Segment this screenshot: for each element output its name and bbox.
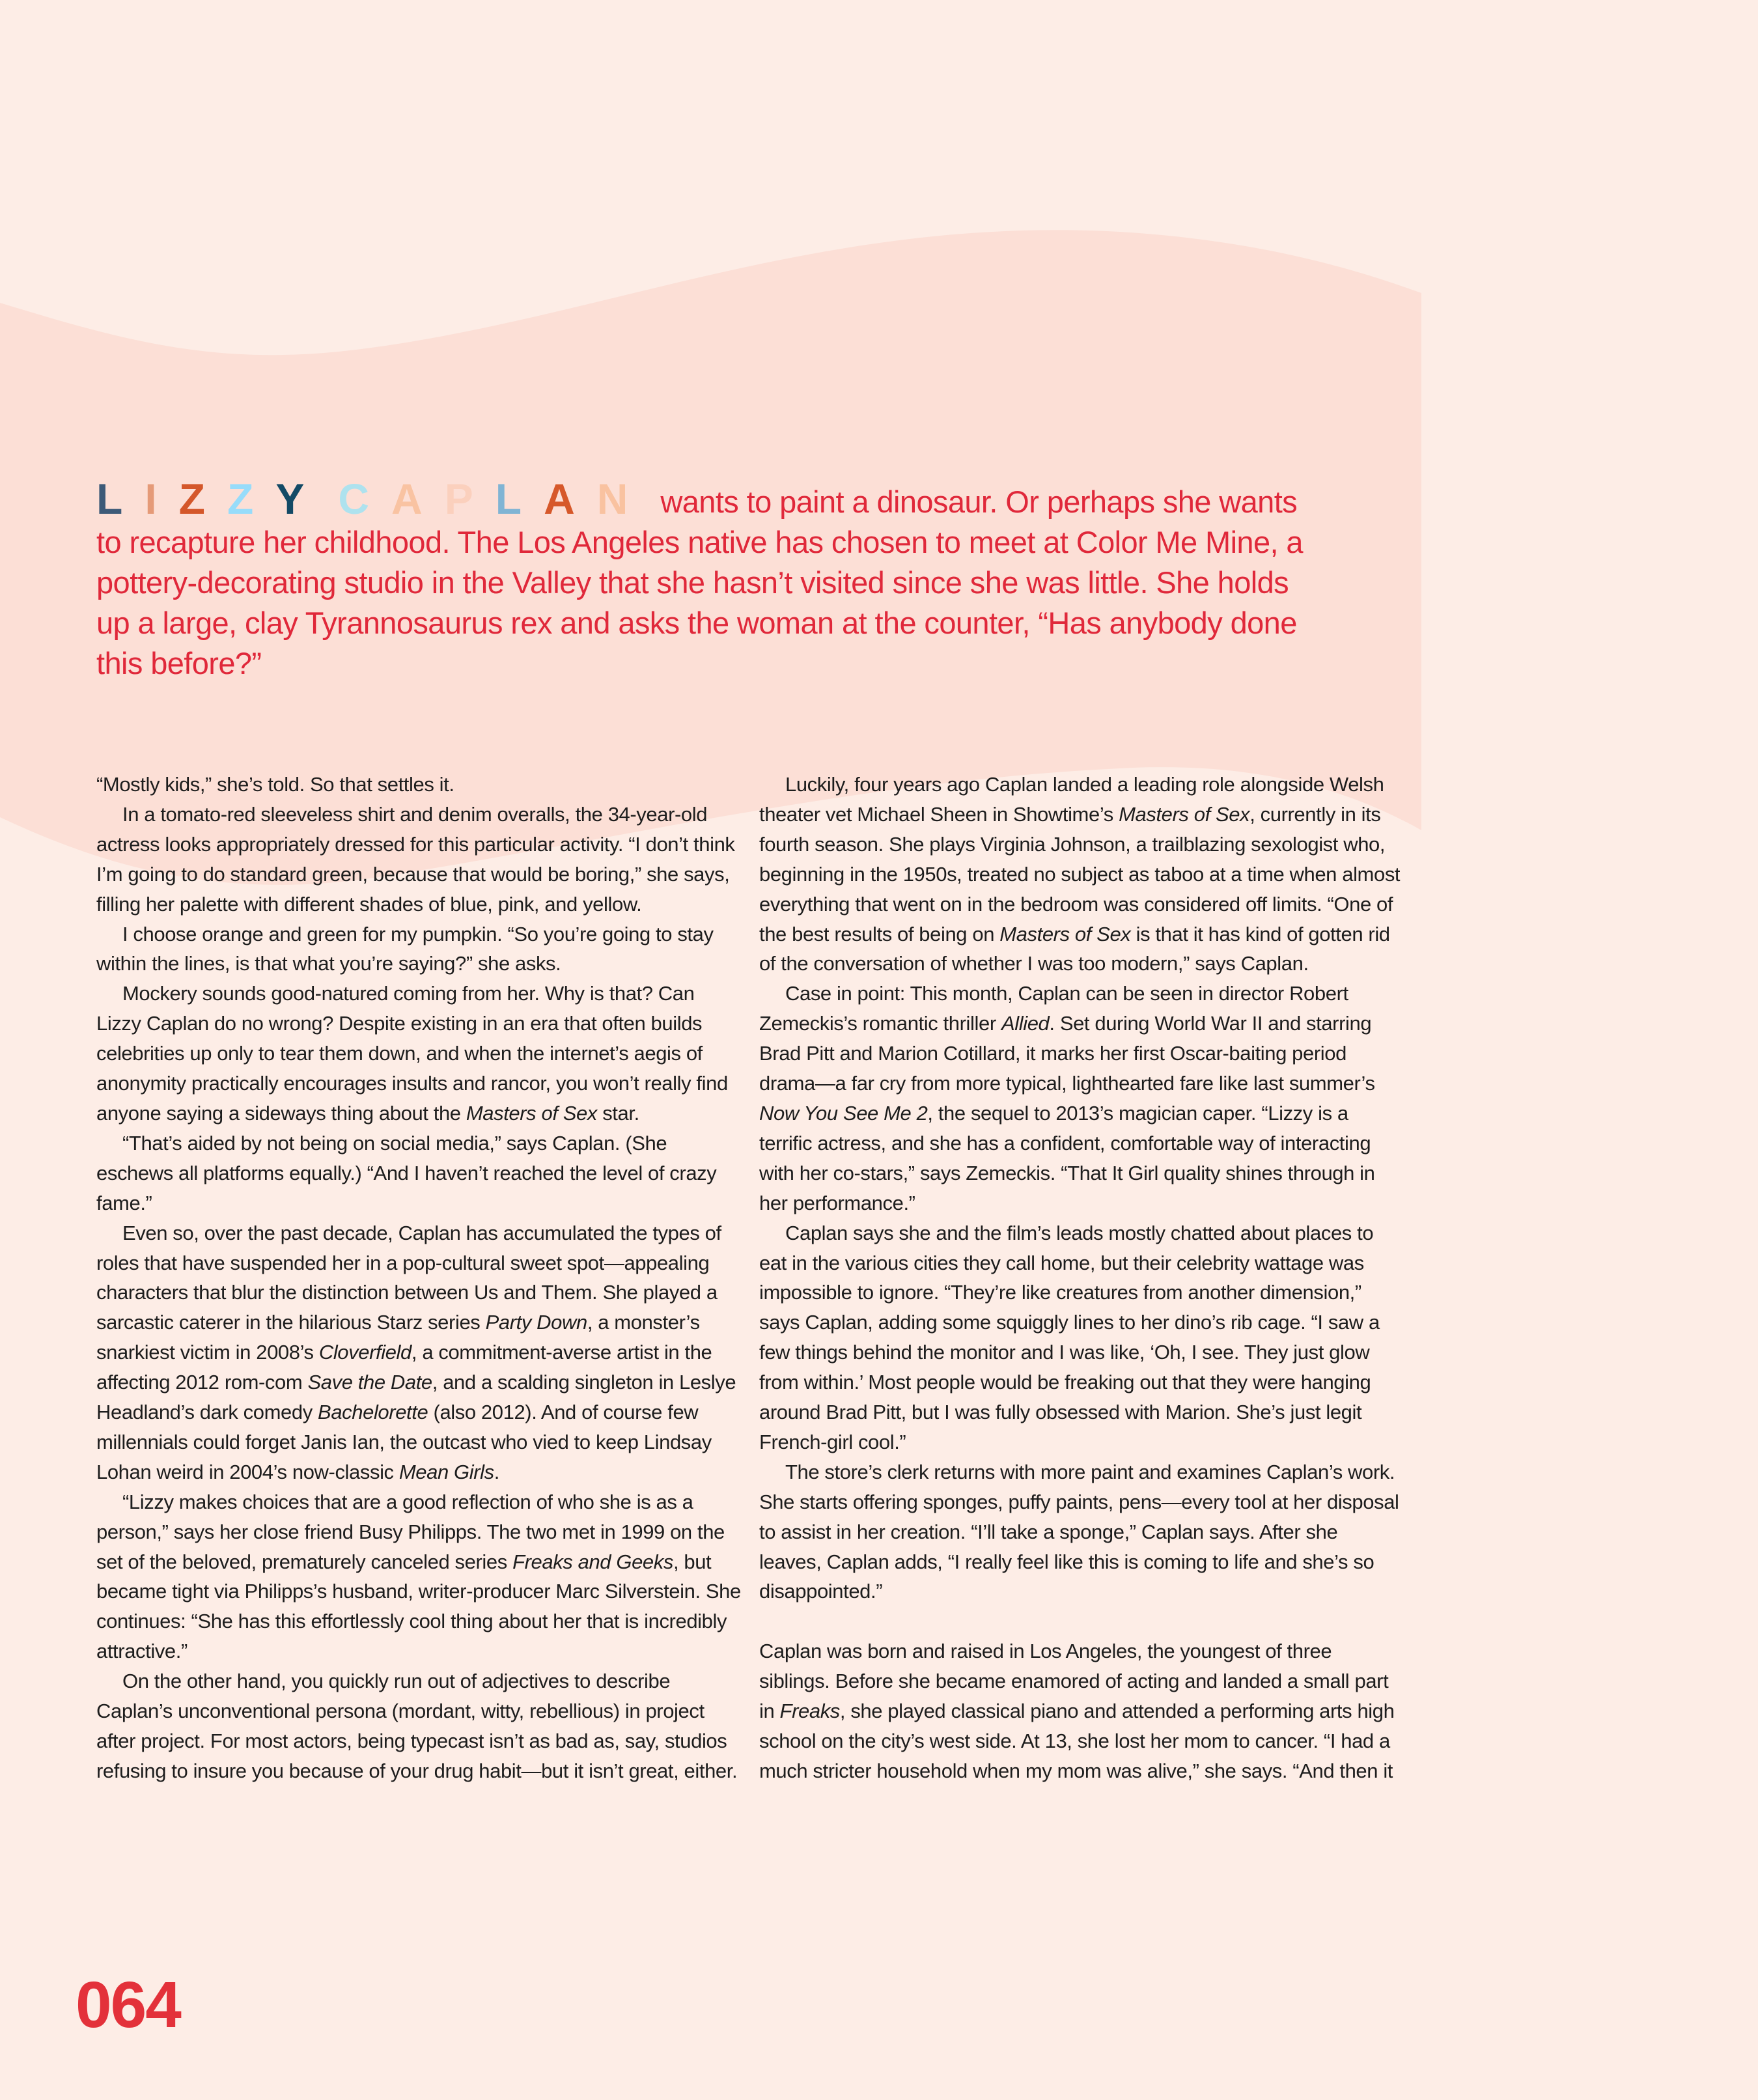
- text-run: star.: [596, 1101, 639, 1125]
- body-paragraph: [96, 800, 741, 919]
- headline-letter: L: [96, 475, 123, 523]
- lead-paragraph: [96, 475, 1307, 684]
- text-run: . Set during World War II and starring Brad Pitt and Marion Cotillard, it marks her first Oscar-baiting period drama—a far cry from more typical, lighthearted fare like last summer’s: [759, 1012, 1375, 1095]
- body-paragraph: [759, 1218, 1404, 1457]
- headline-letter: Z: [227, 475, 254, 523]
- headline-letter: L: [495, 475, 522, 523]
- text-run: Caplan says she and the film’s leads mostly chatted about places to eat in the various cities they call home, but their celebrity wattage was impossible to ignore. “They’re like creatures from another dimension,” says Caplan, adding some squiggly lines to her dino’s rib cage. “I saw a few things behind the monitor and I was like, ‘Oh, I see. They just glow from within.’ Most people would be freaking out that they were hanging around Brad Pitt, but I was fully obsessed with Marion. She’s just legit French-girl cool.”: [759, 1221, 1380, 1453]
- right-column: [759, 770, 1404, 1786]
- text-run: Mockery sounds good-natured coming from her. Why is that? Can Lizzy Caplan do no wrong? Despite existing in an era that often builds celebrities up only to tear them down, and when the internet’s aegis of anonymity practically encourages insults and rancor, you won’t really find anyone saying a sideways thing about the: [96, 982, 728, 1125]
- page-number: 064: [76, 1968, 180, 2041]
- headline-letter: C: [338, 475, 370, 523]
- text-run: Caplan was born and raised in Los Angeles, the youngest of three siblings. Before she became enamored of acting and landed a small part in: [759, 1640, 1389, 1723]
- text-run: In a tomato-red sleeveless shirt and denim overalls, the 34-year-old actress looks appropriately dressed for this particular activity. “I don’t think I’m going to do standard green, because that would be boring,” she says, filling her palette with different shades of blue, pink, and yellow.: [96, 802, 735, 916]
- italic-title: Freaks: [779, 1700, 840, 1723]
- left-column: [96, 770, 741, 1786]
- body-paragraph: [759, 1457, 1404, 1607]
- headline-letter: Y: [275, 475, 305, 523]
- body-paragraph: [96, 979, 741, 1128]
- body-paragraph: [759, 1636, 1404, 1786]
- text-run: (also 2012). And of course few millennials could forget Janis Ian, the outcast who vied to keep Lindsay Lohan weird in 2004’s now-classic: [96, 1401, 712, 1483]
- italic-title: Party Down: [485, 1311, 587, 1334]
- body-paragraph: [96, 919, 741, 979]
- text-run: “Lizzy makes choices that are a good reflection of who she is as a person,” says her close friend Busy Philipps. The two met in 1999 on the set of the beloved, prematurely canceled series: [96, 1490, 725, 1573]
- text-run: The store’s clerk returns with more paint and examines Caplan’s work. She starts offering sponges, puffy paints, pens—every tool at her disposal to assist in her creation. “I’ll take a sponge,” Caplan says. After she leaves, Caplan adds, “I really feel like this is coming to life and she’s so disappointed.”: [759, 1460, 1399, 1603]
- headline-letter: A: [544, 475, 575, 523]
- body-paragraph: [96, 1666, 741, 1786]
- italic-title: Bachelorette: [318, 1401, 428, 1424]
- italic-title: Save the Date: [307, 1371, 432, 1394]
- text-run: is that it has kind of gotten rid of the conversation of whether I was too modern,” says Caplan.: [759, 922, 1390, 975]
- body-paragraph: [96, 1128, 741, 1218]
- italic-title: Now You See Me 2: [759, 1101, 928, 1125]
- body-paragraph: [96, 770, 741, 800]
- headline-letter: Z: [178, 475, 205, 523]
- text-run: On the other hand, you quickly run out of adjectives to describe Caplan’s unconventional persona (mordant, witty, rebellious) in project after project. For most actors, being typecast isn’t as bad as, say, studios refusing to insure you because of your drug habit—but it isn’t great, either.: [96, 1670, 738, 1782]
- body-paragraph: [759, 770, 1404, 979]
- body-paragraph: [96, 1218, 741, 1487]
- italic-title: Masters of Sex: [1119, 802, 1250, 826]
- body-paragraph: [759, 979, 1404, 1218]
- text-run: , a monster’s snarkiest victim in 2008’s: [96, 1311, 700, 1364]
- italic-title: Masters of Sex: [466, 1101, 597, 1125]
- text-run: .: [494, 1460, 499, 1483]
- text-run: “Mostly kids,” she’s told. So that settles it.: [96, 773, 454, 796]
- text-run: , currently in its fourth season. She plays Virginia Johnson, a trailblazing sexologist who, beginning in the 1950s, treated no subject as taboo at a time when almost everything that went on in the bedroom was considered off limits. “One of the best results of being on: [759, 802, 1401, 945]
- text-run: Case in point: This month, Caplan can be seen in director Robert Zemeckis’s romantic thriller: [759, 982, 1348, 1035]
- text-run: Luckily, four years ago Caplan landed a leading role alongside Welsh theater vet Michael Sheen in Showtime’s: [759, 773, 1384, 826]
- italic-title: Mean Girls: [398, 1460, 494, 1483]
- headline-letter: I: [145, 475, 157, 523]
- italic-title: Masters of Sex: [999, 922, 1131, 945]
- text-run: , but became tight via Philipps’s husband, writer-producer Marc Silverstein. She continues: “She has this effortlessly cool thing about her that is incredibly attractive.”: [96, 1550, 741, 1663]
- text-run: I choose orange and green for my pumpkin. “So you’re going to stay within the lines, is that what you’re saying?” she asks.: [96, 922, 714, 975]
- text-run: , and a scalding singleton in Leslye Headland’s dark comedy: [96, 1371, 736, 1424]
- headline-letter: P: [444, 475, 473, 523]
- italic-title: Cloverfield: [318, 1341, 412, 1364]
- headline-letter: N: [596, 475, 628, 523]
- text-run: “That’s aided by not being on social media,” says Caplan. (She eschews all platforms equally.) “And I haven’t reached the level of crazy fame.”: [96, 1131, 717, 1214]
- text-run: Even so, over the past decade, Caplan has accumulated the types of roles that have suspended her in a pop-cultural sweet spot—appealing characters that blur the distinction between Us and Them. She played a sarcastic caterer in the hilarious Starz series: [96, 1221, 721, 1334]
- text-run: , the sequel to 2013’s magician caper. “Lizzy is a terrific actress, and she has a confident, comfortable way of interacting with her co-stars,” says Zemeckis. “That It Girl quality shines through in her performance.”: [759, 1101, 1375, 1214]
- italic-title: Freaks and Geeks: [512, 1550, 673, 1573]
- text-run: , she played classical piano and attended a performing arts high school on the city’s west side. At 13, she lost her mom to cancer. “I had a much stricter household when my mom was alive,” she says. “And then it: [759, 1700, 1395, 1782]
- text-run: , a commitment-averse artist in the affecting 2012 rom-com: [96, 1341, 712, 1394]
- body-paragraph: [96, 1487, 741, 1666]
- lead-text: wants to paint a dinosaur. Or perhaps she wants to recapture her childhood. The Los Angeles native has chosen to meet at Color Me Mine, a pottery-decorating studio in the Valley that she hasn’t visited since she was little. She holds up a large, clay Tyrannosaurus rex and asks the woman at the counter, “Has anybody done this before?”: [96, 484, 1303, 680]
- headline-name: [96, 475, 650, 523]
- italic-title: Allied: [1001, 1012, 1050, 1035]
- headline-letter: A: [391, 475, 423, 523]
